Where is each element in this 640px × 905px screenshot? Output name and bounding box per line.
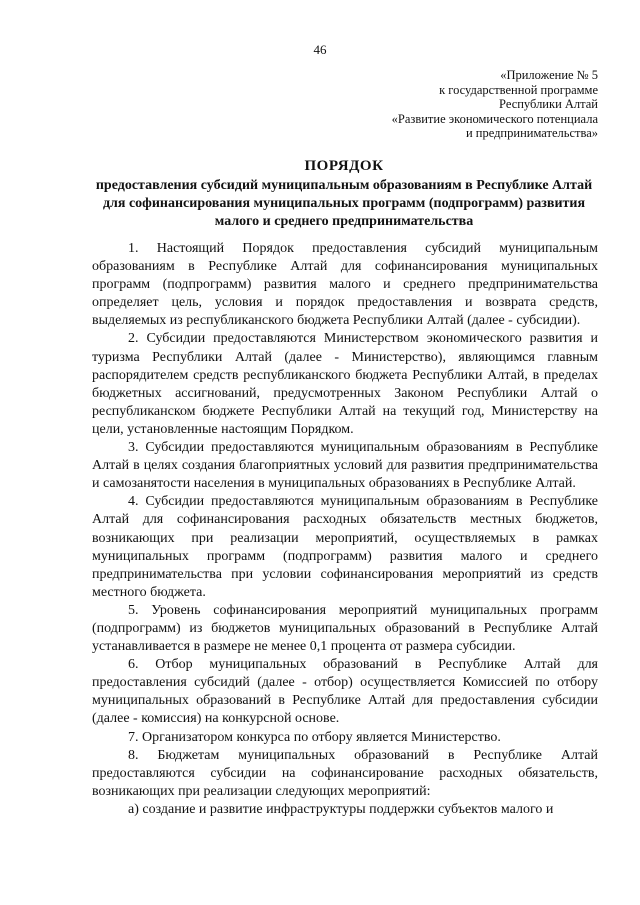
- paragraph: 4. Субсидии предоставляются муниципальным образованиям в Республике Алтай для софинансирования расходных обязательств местных бюджетов, возникающих при реализации мероприятий, осуществляемых в рамках муниципальных программ (подпрограмм) развития малого и среднего предпринимательства при условии софинансирования мероприятий из средств местного бюджета.: [92, 494, 598, 600]
- appendix-line: «Приложение № 5: [500, 68, 598, 82]
- appendix-line: к государственной программе: [439, 82, 598, 97]
- appendix-note: [392, 68, 598, 141]
- paragraph: 3. Субсидии предоставляются муниципальным образованиям в Республике Алтай в целях создания благоприятных условий для развития предпринимательства и самозанятости населения в муниципальных образованиях в Республике Алтай.: [92, 440, 598, 492]
- document-title: ПОРЯДОК: [304, 158, 384, 174]
- paragraph: 7. Организатором конкурса по отбору является Министерство.: [128, 729, 501, 745]
- paragraph: 8. Бюджетам муниципальных образований в Республике Алтай предоставляются субсидии на софинансирование расходных обязательств, возникающих при реализации следующих мероприятий:: [92, 747, 598, 799]
- paragraph: а) создание и развитие инфраструктуры поддержки субъектов малого и: [128, 801, 554, 817]
- appendix-line: Республики Алтай: [499, 97, 598, 111]
- paragraph: 5. Уровень софинансирования мероприятий муниципальных программ (подпрограмм) из бюджетов муниципальных образований в Республике Алтай устанавливается в размере не менее 0,1 процента от размера субсидии.: [92, 602, 598, 655]
- appendix-line: «Развитие экономического потенциала: [391, 111, 598, 126]
- appendix-line: и предпринимательства»: [465, 126, 598, 140]
- paragraph: 6. Отбор муниципальных образований в Республике Алтай для предоставления субсидий (далее - отбор) осуществляется Комиссией по отбору муниципальных образований в Республике Алтай для предоставления субсидии (далее - комиссия) на конкурсной основе.: [92, 657, 598, 727]
- title-block: [92, 157, 596, 231]
- document-body: [92, 240, 598, 819]
- paragraph: 2. Субсидии предоставляются Министерством экономического развития и туризма Республики Алтай (далее - Министерство), являющимся главным распорядителем средств республиканского бюджета Республики Алтай, в пределах бюджетных ассигнований, предусмотренных Законом Республики Алтай о республиканском бюджете Республики Алтай на текущий год, Министерству на цели, установленные настоящим Порядком.: [92, 331, 598, 437]
- page-number: 46: [313, 42, 327, 57]
- document-subtitle: предоставления субсидий муниципальным образованиям в Республике Алтай для софинансирования муниципальных программ (подпрограмм) развития малого и среднего предпринимательства: [95, 178, 593, 229]
- paragraph: 1. Настоящий Порядок предоставления субсидий муниципальным образованиям в Республике Алтай для софинансирования муниципальных программ (подпрограмм) развития малого и среднего предпринимательства определяет цель, условия и порядок предоставления и возврата средств, выделяемых из республиканского бюджета Республики Алтай (далее - субсидии).: [92, 241, 598, 329]
